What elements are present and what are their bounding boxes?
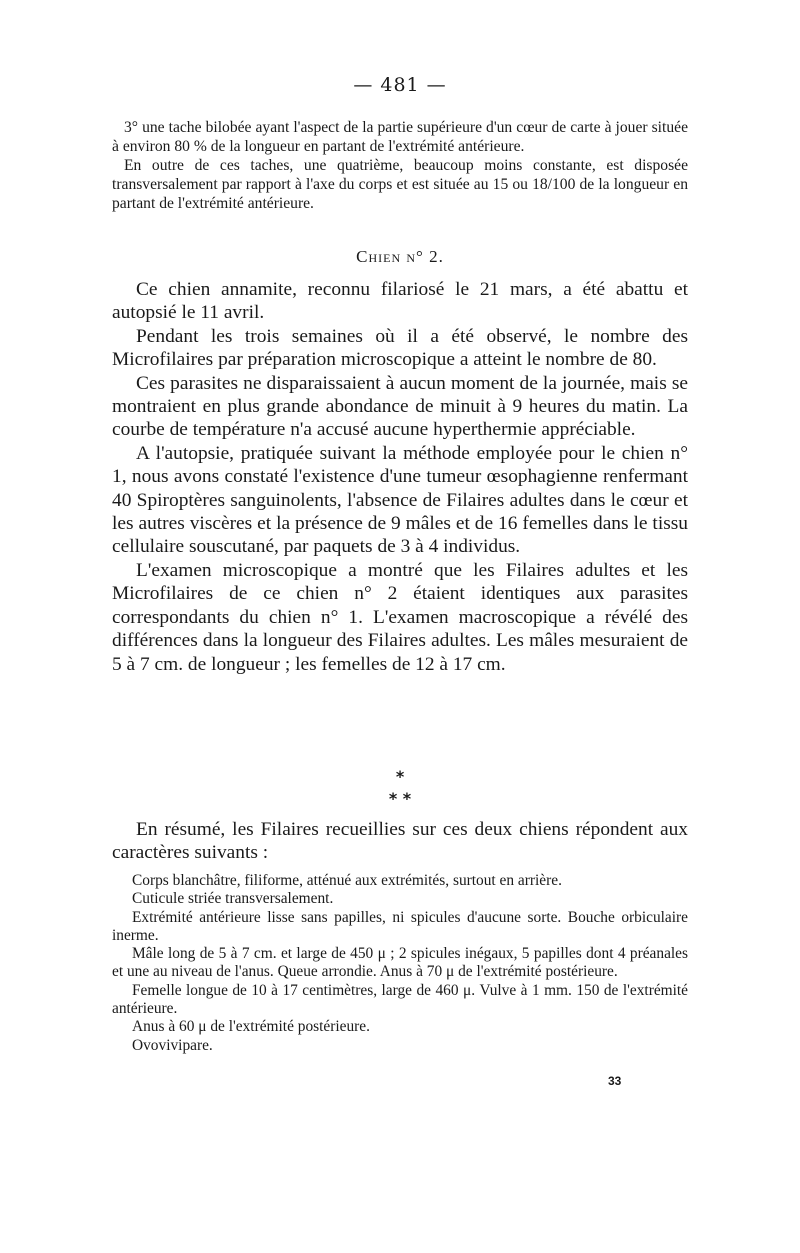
page-number: — 481 — (353, 74, 447, 96)
intro-fourth-spot: En outre de ces taches, une quatrième, beaucoup moins constante, est disposée transversalement par rapport à l'axe du corps et est située au 15 ou 18/100 de la longueur en partant de l'extrémité antérieure. (112, 157, 688, 212)
separator-top-asterisk: * (395, 767, 405, 786)
character-item: Femelle longue de 10 à 17 centimètres, large de 460 μ. Vulve à 1 mm. 150 de l'extrémité antérieure. (112, 981, 688, 1018)
summary-block (112, 818, 688, 865)
character-item: Mâle long de 5 à 7 cm. et large de 450 μ ; 2 spicules inégaux, 5 papilles dont 4 préanales et une au niveau de l'anus. Queue arrondie. Anus à 70 μ de l'extrémité postérieure. (112, 945, 688, 981)
character-item: Ovovivipare. (132, 1036, 213, 1054)
printer-signature: 33 (608, 1074, 622, 1088)
character-item: Corps blanchâtre, filiforme, atténué aux extrémités, surtout en arrière. (132, 872, 562, 889)
section-separator (112, 766, 688, 810)
intro-block (112, 118, 688, 213)
character-item: Anus à 60 μ de l'extrémité postérieure. (132, 1018, 370, 1036)
paragraph: Ce chien annamite, reconnu filariosé le 21 mars, a été abattu et autopsié le 11 avril. (112, 279, 688, 324)
main-text (112, 278, 688, 676)
separator-bottom-asterisks: * * (388, 789, 412, 808)
paragraph: Ces parasites ne disparaissaient à aucun moment de la journée, mais se montraient en plus grande abondance de minuit à 9 heures du matin. La courbe de température n'a accusé aucune hyperthermie appréciable. (112, 372, 688, 441)
section-title: Chien n° 2. (356, 247, 444, 266)
paragraph: Pendant les trois semaines où il a été observé, le nombre des Microfilaires par préparation microscopique a atteint le nombre de 80. (112, 325, 688, 371)
paragraph: L'examen microscopique a montré que les Filaires adultes et les Microfilaires de ce chien n° 2 étaient identiques aux parasites correspondants du chien n° 1. L'examen macroscopique a révélé des différences dans la longueur des Filaires adultes. Les mâles mesuraient de 5 à 7 cm. de longueur ; les femelles de 12 à 17 cm. (112, 559, 688, 675)
character-item: Extrémité antérieure lisse sans papilles, ni spicules d'aucune sorte. Bouche orbiculaire inerme. (112, 908, 688, 944)
characters-list (112, 872, 688, 1055)
paragraph: A l'autopsie, pratiquée suivant la méthode employée pour le chien n° 1, nous avons constaté l'existence d'une tumeur œsophagienne renfermant 40 Spiroptères sanguinolents, l'absence de Filaires adultes dans le cœur et les autres viscères et la présence de 9 mâles et de 16 femelles dans le tissu cellulaire souscutané, par paquets de 3 à 4 individus. (112, 442, 688, 558)
character-item: Cuticule striée transversalement. (132, 890, 334, 908)
summary-paragraph: En résumé, les Filaires recueillies sur ces deux chiens répondent aux caractères suivants : (112, 819, 688, 864)
intro-item-3: 3° une tache bilobée ayant l'aspect de la partie supérieure d'un cœur de carte à jouer située à environ 80 % de la longueur en partant de l'extrémité antérieure. (112, 119, 688, 155)
document-page (112, 0, 688, 1253)
